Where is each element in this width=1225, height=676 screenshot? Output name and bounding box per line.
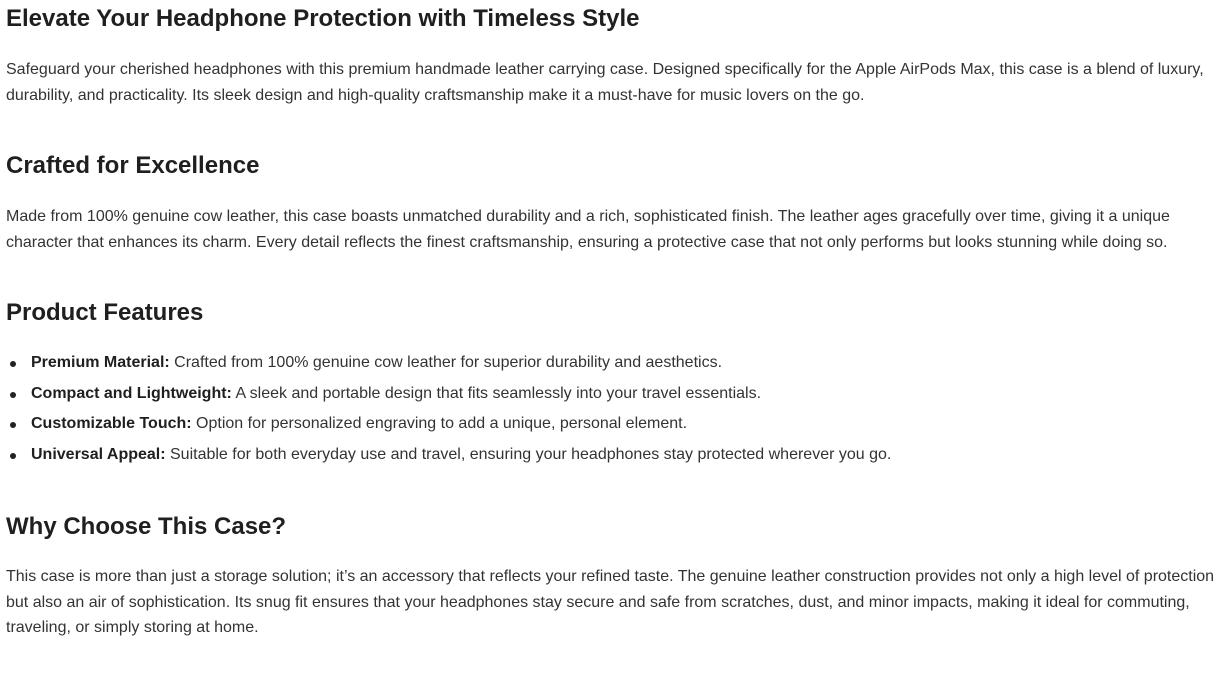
section-body-elevate: Safeguard your cherished headphones with this premium handmade leather carrying case. Designed specifically for the Apple AirPods Max, this case is a blend of luxury, durability, and practicality. Its sleek design and high-quality craftsmanship make it a must-have for music lovers on the go. [6, 61, 1204, 104]
section-heading-crafted: Crafted for Excellence [6, 152, 260, 179]
feature-title: Customizable Touch: [31, 415, 192, 433]
section-body-crafted: Made from 100% genuine cow leather, this case boasts unmatched durability and a rich, sophisticated finish. The leather ages gracefully over time, giving it a unique character that enhances its charm. Every detail reflects the finest craftsmanship, ensuring a protective case that not only performs but looks stunning while doing so. [6, 208, 1170, 251]
list-item [6, 381, 1219, 412]
section-heading-features: Product Features [6, 299, 204, 326]
feature-text: Option for personalized engraving to add a unique, personal element. [191, 415, 688, 433]
section-body-why-choose: This case is more than just a storage solution; it’s an accessory that reflects your refined taste. The genuine leather construction provides not only a high level of protection but also an air of sophistication. Its snug fit ensures that your headphones stay secure and safe from scratches, dust, and minor impacts, making it ideal for commuting, traveling, or simply storing at home. [6, 568, 1215, 637]
bullet-icon [10, 453, 16, 459]
features-list [6, 350, 1219, 473]
bullet-icon [10, 422, 16, 428]
bullet-icon [10, 392, 16, 398]
list-item [6, 350, 1219, 381]
list-item [6, 411, 1219, 442]
section-heading-elevate: Elevate Your Headphone Protection with Timeless Style [6, 5, 640, 32]
list-item [6, 442, 1219, 473]
feature-text: Suitable for both everyday use and travel, ensuring your headphones stay protected wherever you go. [165, 446, 892, 464]
bullet-icon [10, 361, 16, 367]
feature-text: A sleek and portable design that fits seamlessly into your travel essentials. [231, 384, 762, 402]
feature-title: Compact and Lightweight: [31, 384, 232, 402]
section-heading-why-choose: Why Choose This Case? [6, 513, 287, 540]
feature-text: Crafted from 100% genuine cow leather for superior durability and aesthetics. [169, 354, 723, 371]
feature-title: Universal Appeal: [31, 446, 166, 464]
feature-title: Premium Material: [31, 354, 170, 371]
